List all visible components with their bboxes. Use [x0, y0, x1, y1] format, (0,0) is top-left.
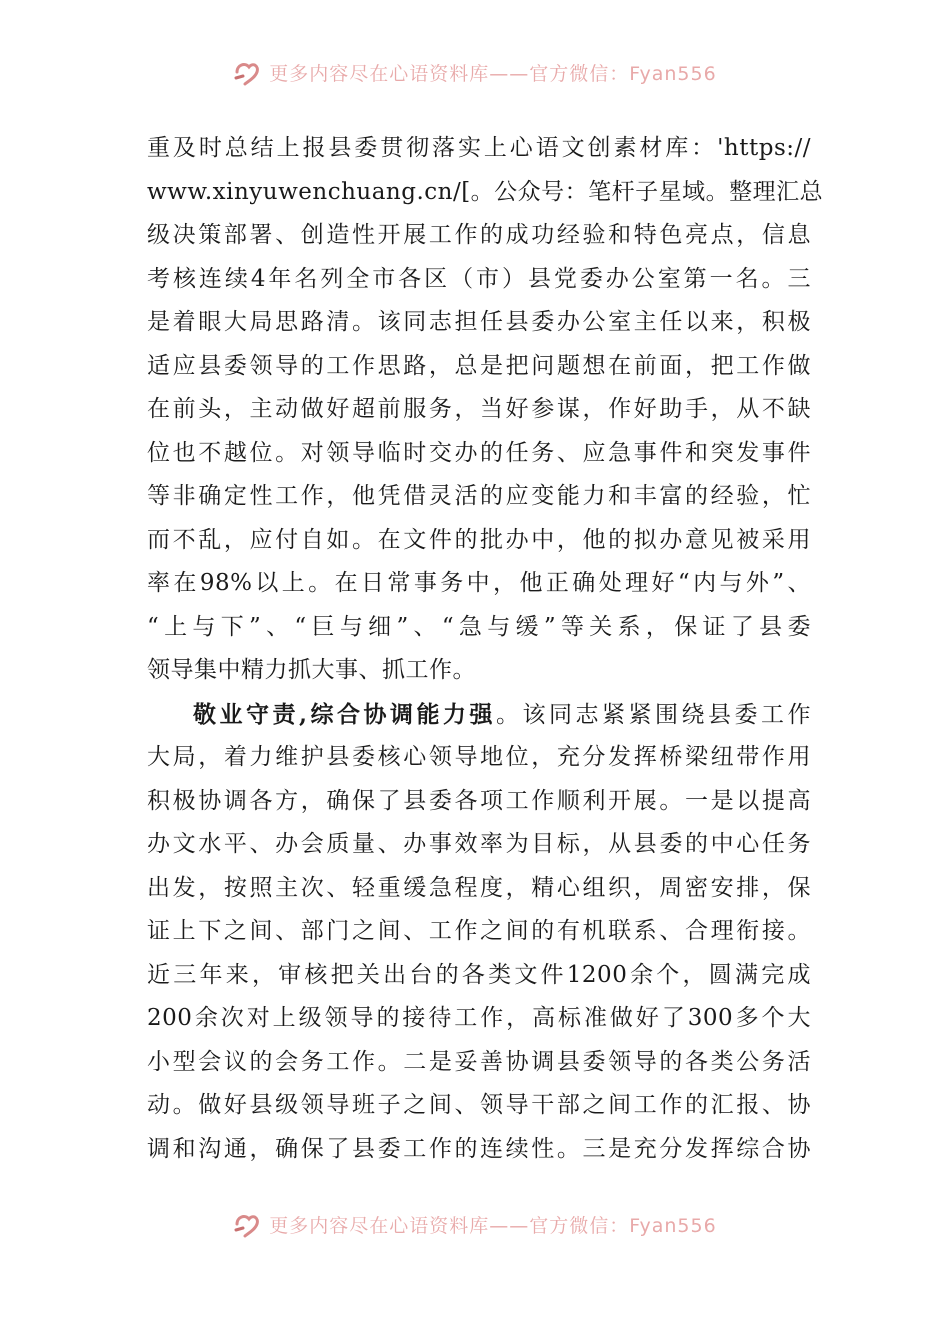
text-line: 调和沟通，确保了县委工作的连续性。三是充分发挥综合协: [147, 1135, 811, 1162]
watermark-footer: [0, 1206, 950, 1242]
text-line: 而不乱，应付自如。在文件的批办中，他的拟办意见被采用: [147, 526, 811, 553]
text-line: 是着眼大局思路清。该同志担任县委办公室主任以来，积极: [147, 309, 811, 335]
text-line: “上与下”、“巨与细”、“急与缓”等关系，保证了县委: [147, 613, 811, 640]
text-line: 适应县委领导的工作思路，总是把问题想在前面，把工作做: [147, 352, 811, 379]
text-line: 证上下之间、部门之间、工作之间的有机联系、合理衔接。: [147, 918, 811, 944]
text-line: 考核连续4年名列全市各区（市）县党委办公室第一名。三: [147, 265, 811, 292]
text-line: 率在98%以上。在日常事务中，他正确处理好“内与外”、: [147, 570, 811, 596]
watermark-text: 更多内容尽在心语资料库——官方微信：Fyan556: [269, 1214, 717, 1237]
section-heading: 敬业守责,综合协调能力强: [193, 700, 496, 728]
watermark-logo-icon: [233, 58, 261, 86]
paragraph-1: [147, 127, 824, 693]
text-line: 重及时总结上报县委贯彻落实上心语文创素材库：'https://: [147, 135, 811, 161]
text-line: 在前头，主动做好超前服务，当好参谋，作好助手，从不缺: [147, 396, 811, 422]
text-line: 领导集中精力抓大事、抓工作。: [147, 657, 476, 683]
watermark-logo-icon: [233, 1210, 261, 1238]
text-line: 近三年来，审核把关出台的各类文件1200余个，圆满完成: [147, 961, 811, 988]
text-line: 小型会议的会务工作。二是妥善协调县委领导的各类公务活: [147, 1048, 811, 1075]
text-line: 积极协调各方，确保了县委各项工作顺利开展。一是以提高: [147, 787, 811, 814]
document-body: [147, 127, 824, 1171]
text-line: 等非确定性工作，他凭借灵活的应变能力和丰富的经验，忙: [147, 483, 811, 509]
text-line: 位也不越位。对领导临时交办的任务、应急事件和突发事件: [147, 439, 811, 466]
text-span: 。该同志紧紧围绕县委工作: [496, 701, 811, 728]
text-line: www.xinyuwenchuang.cn/[。公众号：笔杆子星域。整理汇总: [147, 178, 824, 205]
text-line: 大局，着力维护县委核心领导地位，充分发挥桥梁纽带作用: [147, 744, 811, 770]
paragraph-2: [147, 693, 811, 1172]
text-line: 办文水平、办会质量、办事效率为目标，从县委的中心任务: [147, 831, 811, 857]
watermark-header: [0, 54, 950, 90]
text-line: 级决策部署、创造性开展工作的成功经验和特色亮点，信息: [147, 222, 811, 248]
watermark-text: 更多内容尽在心语资料库——官方微信：Fyan556: [269, 62, 717, 85]
text-line: 出发，按照主次、轻重缓急程度，精心组织，周密安排，保: [147, 874, 811, 901]
text-line: 200余次对上级领导的接待工作，高标准做好了300多个大: [147, 1005, 811, 1031]
text-line: 动。做好县级领导班子之间、领导干部之间工作的汇报、协: [147, 1092, 811, 1118]
paragraph-2-first-line: [147, 693, 811, 737]
